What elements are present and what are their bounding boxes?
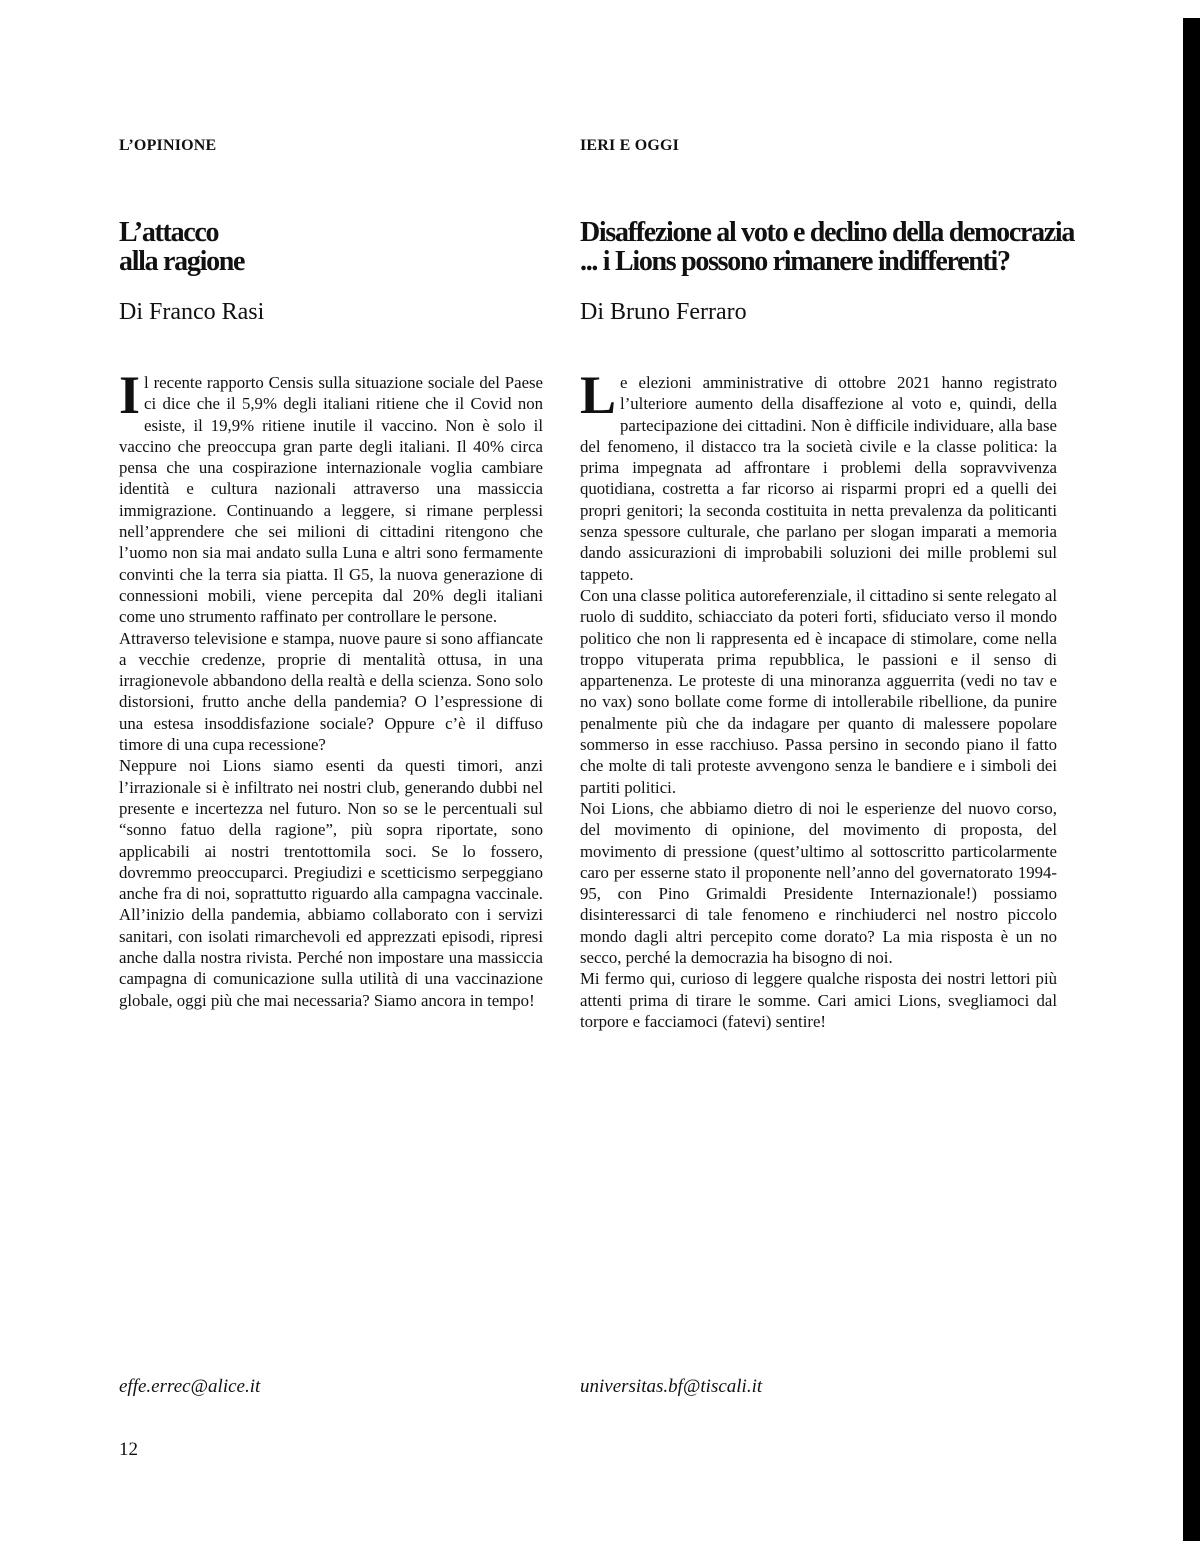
drop-cap: L	[580, 365, 617, 425]
article-paragraph: Mi fermo qui, curioso di leggere qualche risposta dei nostri lettori più attenti prima di tirare le somme. Cari amici Lions, svegliamoci dal torpore e facciamoci (fatevi) sentire!	[580, 969, 1057, 1031]
byline: Di Franco Rasi	[119, 299, 265, 325]
headline-line: L’attacco	[119, 217, 219, 248]
author-email: effe.errec@alice.it	[119, 1376, 261, 1397]
byline: Di Bruno Ferraro	[580, 299, 747, 325]
section-label: IERI E OGGI	[580, 137, 680, 154]
page-number: 12	[119, 1439, 138, 1460]
headline-line: ... i Lions possono rimanere indifferenti?	[580, 246, 1010, 277]
article-paragraph: Attraverso televisione e stampa, nuove paure si sono affiancate a vecchie credenze, proprie di mentalità ottusa, in una irragionevole abbandono della realtà e della scienza. Sono solo distorsioni, frutto anche della pandemia? O l’espressione di una estesa insoddisfazione sociale? Oppure c’è il diffuso timore di una cupa recessione?	[119, 628, 543, 755]
headline-line: alla ragione	[119, 246, 245, 277]
article-headline	[119, 218, 244, 276]
article-paragraph: Neppure noi Lions siamo esenti da questi timori, anzi l’irrazionale si è infiltrato nei nostri club, generando dubbi nel presente e incertezza nel futuro. Non so se le percentuali sul “sonno fatuo della ragione”, più sopra riportate, sono applicabili ai nostri trentottomila soci. Se lo fossero, dovremmo preoccuparci. Pregiudizi e scetticismo serpeggiano anche fra di noi, soprattutto riguardo alla campagna vaccinale. All’inizio della pandemia, abbiamo collaborato con i servizi sanitari, con isolati rimarchevoli ed apprezzati episodi, ripresi anche dalla nostra rivista. Perché non impostare una massiccia campagna di comunicazione sulla utilità di una vaccinazione globale, oggi più che mai necessaria? Siamo ancora in tempo!	[119, 756, 543, 1010]
article-paragraph: e elezioni amministrative di ottobre 2021 hanno registrato l’ulteriore aumento della disaffezione al voto e, quindi, della partecipazione dei cittadini. Non è difficile individuare, alla base del fenomeno, il distacco tra la società civile e la classe politica: la prima impegnata ad affrontare i problemi della sopravvivenza quotidiana, costretta a far ricorso ai risparmi propri ed a quelli dei propri genitori; la seconda costituita in netta prevalenza da politicanti senza spessore culturale, che parlano per slogan imparati a memoria dando assicurazioni di improbabili soluzioni dei mille problemi sul tappeto.	[580, 373, 1057, 584]
article-paragraph: Noi Lions, che abbiamo dietro di noi le esperienze del nuovo corso, del movimento di opinione, del movimento di proposta, del movimento di pressione (quest’ultimo al sottoscritto particolarmente caro per esserne stato il proponente nell’anno del governatorato 1994-95, con Pino Grimaldi Presidente Internazionale!) possiamo disinteressarci di tale fenomeno e rinchiuderci nel nostro piccolo mondo dagli altri percepito come dorato? La mia risposta è un no secco, perché la democrazia ha bisogno di noi.	[580, 798, 1057, 968]
page-edge-bar	[1183, 18, 1200, 1541]
headline-line: Disaffezione al voto e declino della democrazia	[580, 217, 1075, 248]
author-email: universitas.bf@tiscali.it	[580, 1376, 763, 1397]
article-body	[119, 365, 543, 1011]
article-body	[580, 365, 1057, 1032]
article-headline	[580, 218, 1074, 276]
article-paragraph: l recente rapporto Censis sulla situazione sociale del Paese ci dice che il 5,9% degli italiani ritiene che il Covid non esiste, il 19,9% ritiene inutile il vaccino. Non è solo il vaccino che preoccupa gran parte degli italiani. Il 40% circa pensa che una cospirazione internazionale voglia cambiare identità e cultura nazionali attraverso una massiccia immigrazione. Continuando a leggere, si rimane perplessi nell’apprendere che sei milioni di cittadini ritengono che l’uomo non sia mai andato sulla Luna e altri sono fermamente convinti che la terra sia piatta. Il G5, la nuova generazione di connessioni mobili, viene percepita dal 20% degli italiani come uno strumento raffinato per controllare le persone.	[119, 373, 543, 627]
article-paragraph: Con una classe politica autoreferenziale, il cittadino si sente relegato al ruolo di suddito, schiacciato da poteri forti, sfiduciato verso il mondo politico che non li rappresenta ed è incapace di stimolare, come nella troppo vituperata prima repubblica, le passioni e il senso di appartenenza. Le proteste di una minoranza agguerrita (vedi no tav e no vax) sono bollate come forme di intollerabile ribellione, da punire penalmente più che da indagare per quanto di malessere popolare sommerso in esse racchiuso. Passa persino in secondo piano il fatto che molte di tali proteste avvengono senza le bandiere e i simboli dei partiti politici.	[580, 585, 1057, 797]
section-label: L’OPINIONE	[119, 137, 217, 154]
drop-cap: I	[119, 365, 141, 425]
